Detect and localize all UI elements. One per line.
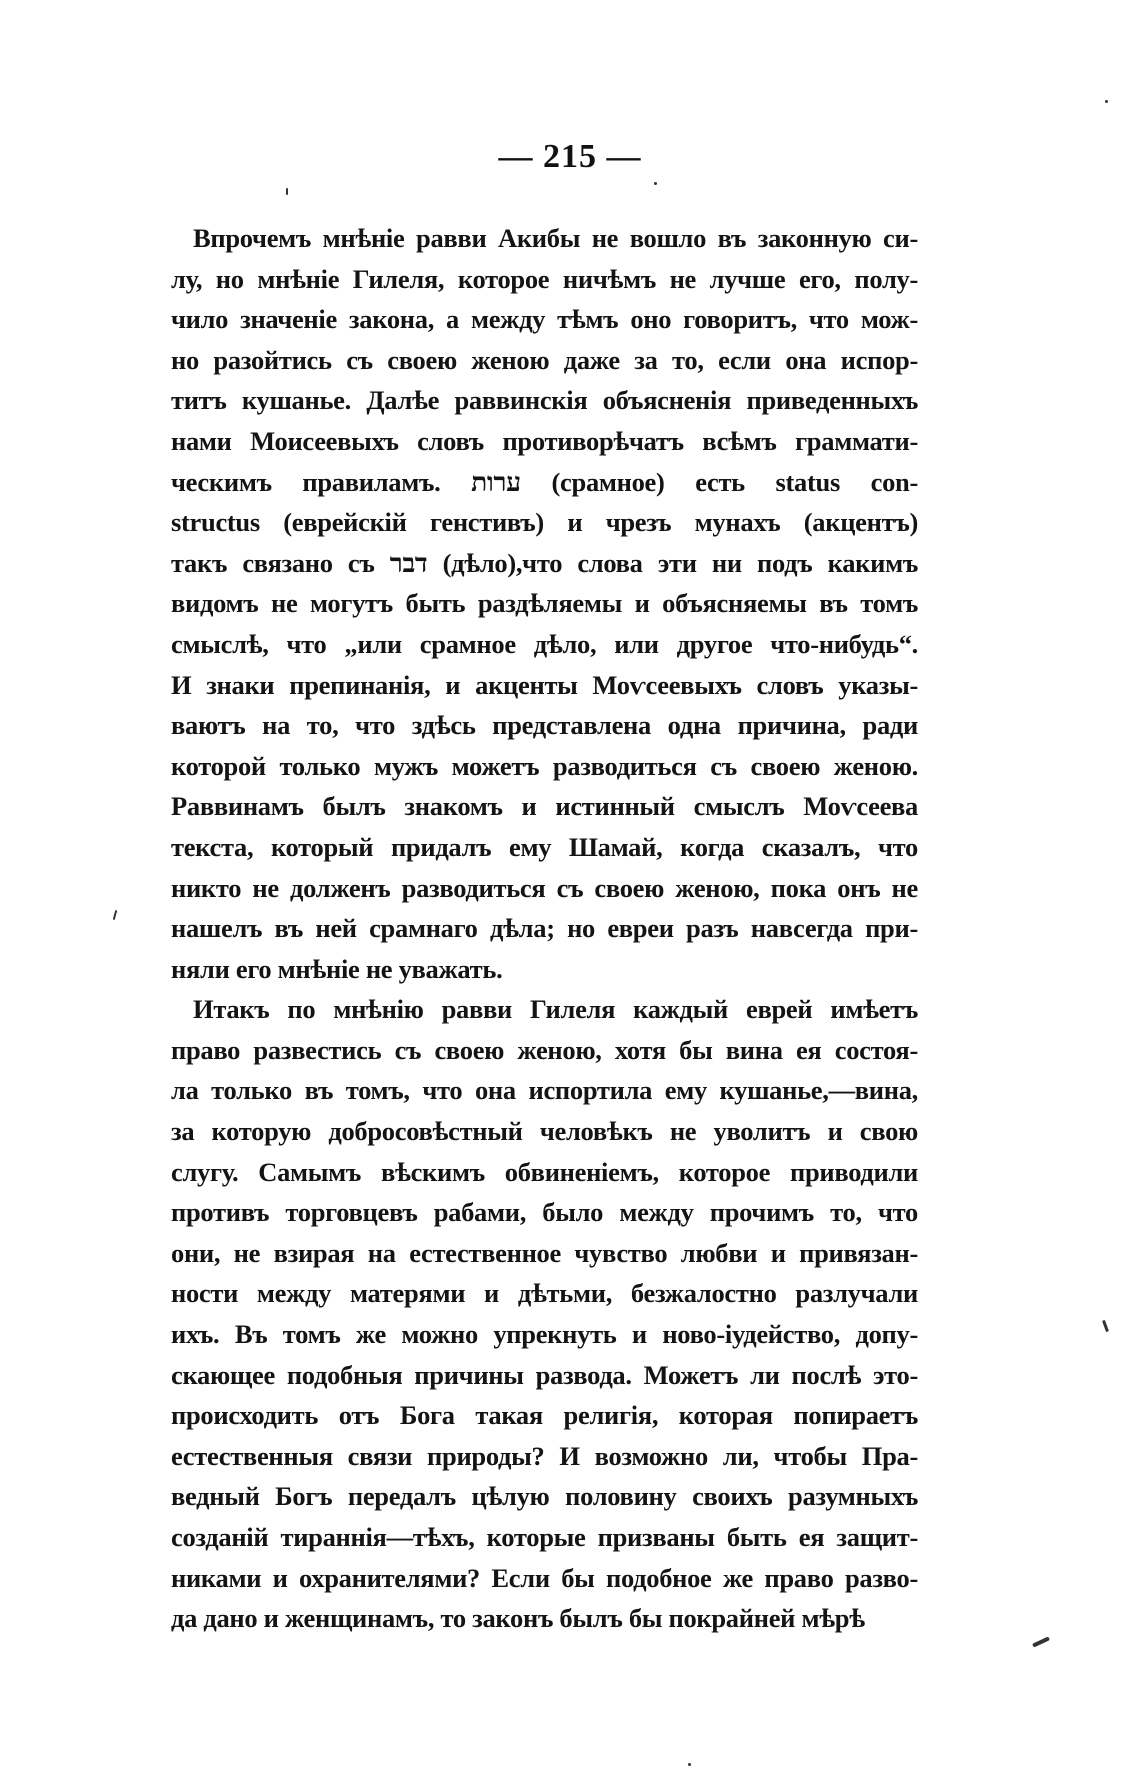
- text-line: естественныя связи природы? И возможно ли, чтобы Пра-: [171, 1440, 918, 1471]
- text-line: слугу. Самымъ вѣскимъ обвиненіемъ, которое приводили: [171, 1156, 918, 1187]
- text-line: смыслѣ, что „или срамное дѣло, или другое что-нибудь“.: [171, 628, 918, 659]
- ink-speck: [1032, 1636, 1050, 1647]
- text-line: Раввинамъ былъ знакомъ и истинный смыслъ Моѵсеева: [171, 791, 918, 822]
- text-line: ихъ. Въ томъ же можно упрекнуть и ново-іудейство, допу-: [171, 1319, 918, 1350]
- text-line: Впрочемъ мнѣніе равви Акибы не вошло въ законную си-: [193, 223, 918, 253]
- text-line: титъ кушанье. Далѣе раввинскія объясненія приведенныхъ: [171, 385, 918, 416]
- text-line: текста, который придалъ ему Шамай, когда сказалъ, что: [171, 831, 918, 862]
- ink-speck: [286, 188, 288, 195]
- ink-speck: [1105, 100, 1108, 103]
- text-line: ности между матерями и дѣтьми, безжалостно разлучали: [171, 1278, 918, 1309]
- text-line: созданій тираннія—тѣхъ, которые призваны быть ея защит-: [171, 1522, 918, 1552]
- text-line: Итакъ по мнѣнію равви Гилеля каждый еврей имѣетъ: [193, 994, 918, 1025]
- ink-speck: [113, 910, 118, 920]
- text-line: няли его мнѣніе не уважать.: [171, 953, 503, 984]
- text-line: И знаки препинанія, и акценты Моѵсеевыхъ словъ указы-: [171, 669, 918, 700]
- page-number: — 215 —: [498, 138, 642, 175]
- text-line: право развестись съ своею женою, хотя бы вина ея состоя-: [171, 1034, 918, 1065]
- text-line: ведный Богъ передалъ цѣлую половину своихъ разумныхъ: [171, 1481, 918, 1512]
- text-line: противъ торговцевъ рабами, было между прочимъ то, что: [171, 1197, 918, 1228]
- text-line: такъ связано съ דבר (дѣло),что слова эти ни подъ какимъ: [171, 547, 918, 578]
- text-line: никами и охранителями? Если бы подобное же право разво-: [171, 1562, 918, 1593]
- text-line: они, не взирая на естественное чувство любви и привязан-: [171, 1237, 918, 1268]
- text-line: но разойтись съ своею женою даже за то, если она испор-: [171, 344, 918, 375]
- ink-speck: [654, 182, 657, 185]
- text-line: лу, но мнѣніе Гилеля, которое ничѣмъ не лучше его, полу-: [171, 263, 918, 294]
- body-text: [171, 218, 918, 1639]
- text-line: ческимъ правиламъ. ערות (срамное) есть status con-: [171, 466, 918, 497]
- text-line: скающее подобныя причины развода. Можетъ ли послѣ это-: [171, 1359, 918, 1390]
- text-line: происходить отъ Бога такая религія, которая попираетъ: [171, 1400, 918, 1431]
- text-line: никто не долженъ разводиться съ своею женою, пока онъ не: [171, 872, 918, 903]
- text-line: ваютъ на то, что здѣсь представлена одна причина, ради: [171, 710, 918, 741]
- text-line: да дано и женщинамъ, то законъ былъ бы покрайней мѣрѣ: [171, 1603, 865, 1634]
- ink-speck: [688, 1763, 691, 1766]
- text-line: ла только въ томъ, что она испортила ему кушанье,—вина,: [171, 1075, 918, 1106]
- text-line: нашелъ въ ней срамнаго дѣла; но евреи разъ навсегда при-: [171, 913, 918, 944]
- text-line: чило значеніе закона, а между тѣмъ оно говоритъ, что мож-: [171, 304, 918, 335]
- text-line: structus (еврейскій генстивъ) и чрезъ мунахъ (акцентъ): [171, 507, 918, 538]
- text-line: за которую добросовѣстный человѣкъ не уволитъ и свою: [171, 1116, 918, 1147]
- text-line: нами Моисеевыхъ словъ противорѣчатъ всѣмъ граммати-: [171, 425, 918, 456]
- text-line: которой только мужъ можетъ разводиться съ своею женою.: [171, 750, 918, 781]
- ink-speck: [1102, 1320, 1109, 1332]
- text-line: видомъ не могутъ быть раздѣляемы и объясняемы въ томъ: [171, 588, 918, 619]
